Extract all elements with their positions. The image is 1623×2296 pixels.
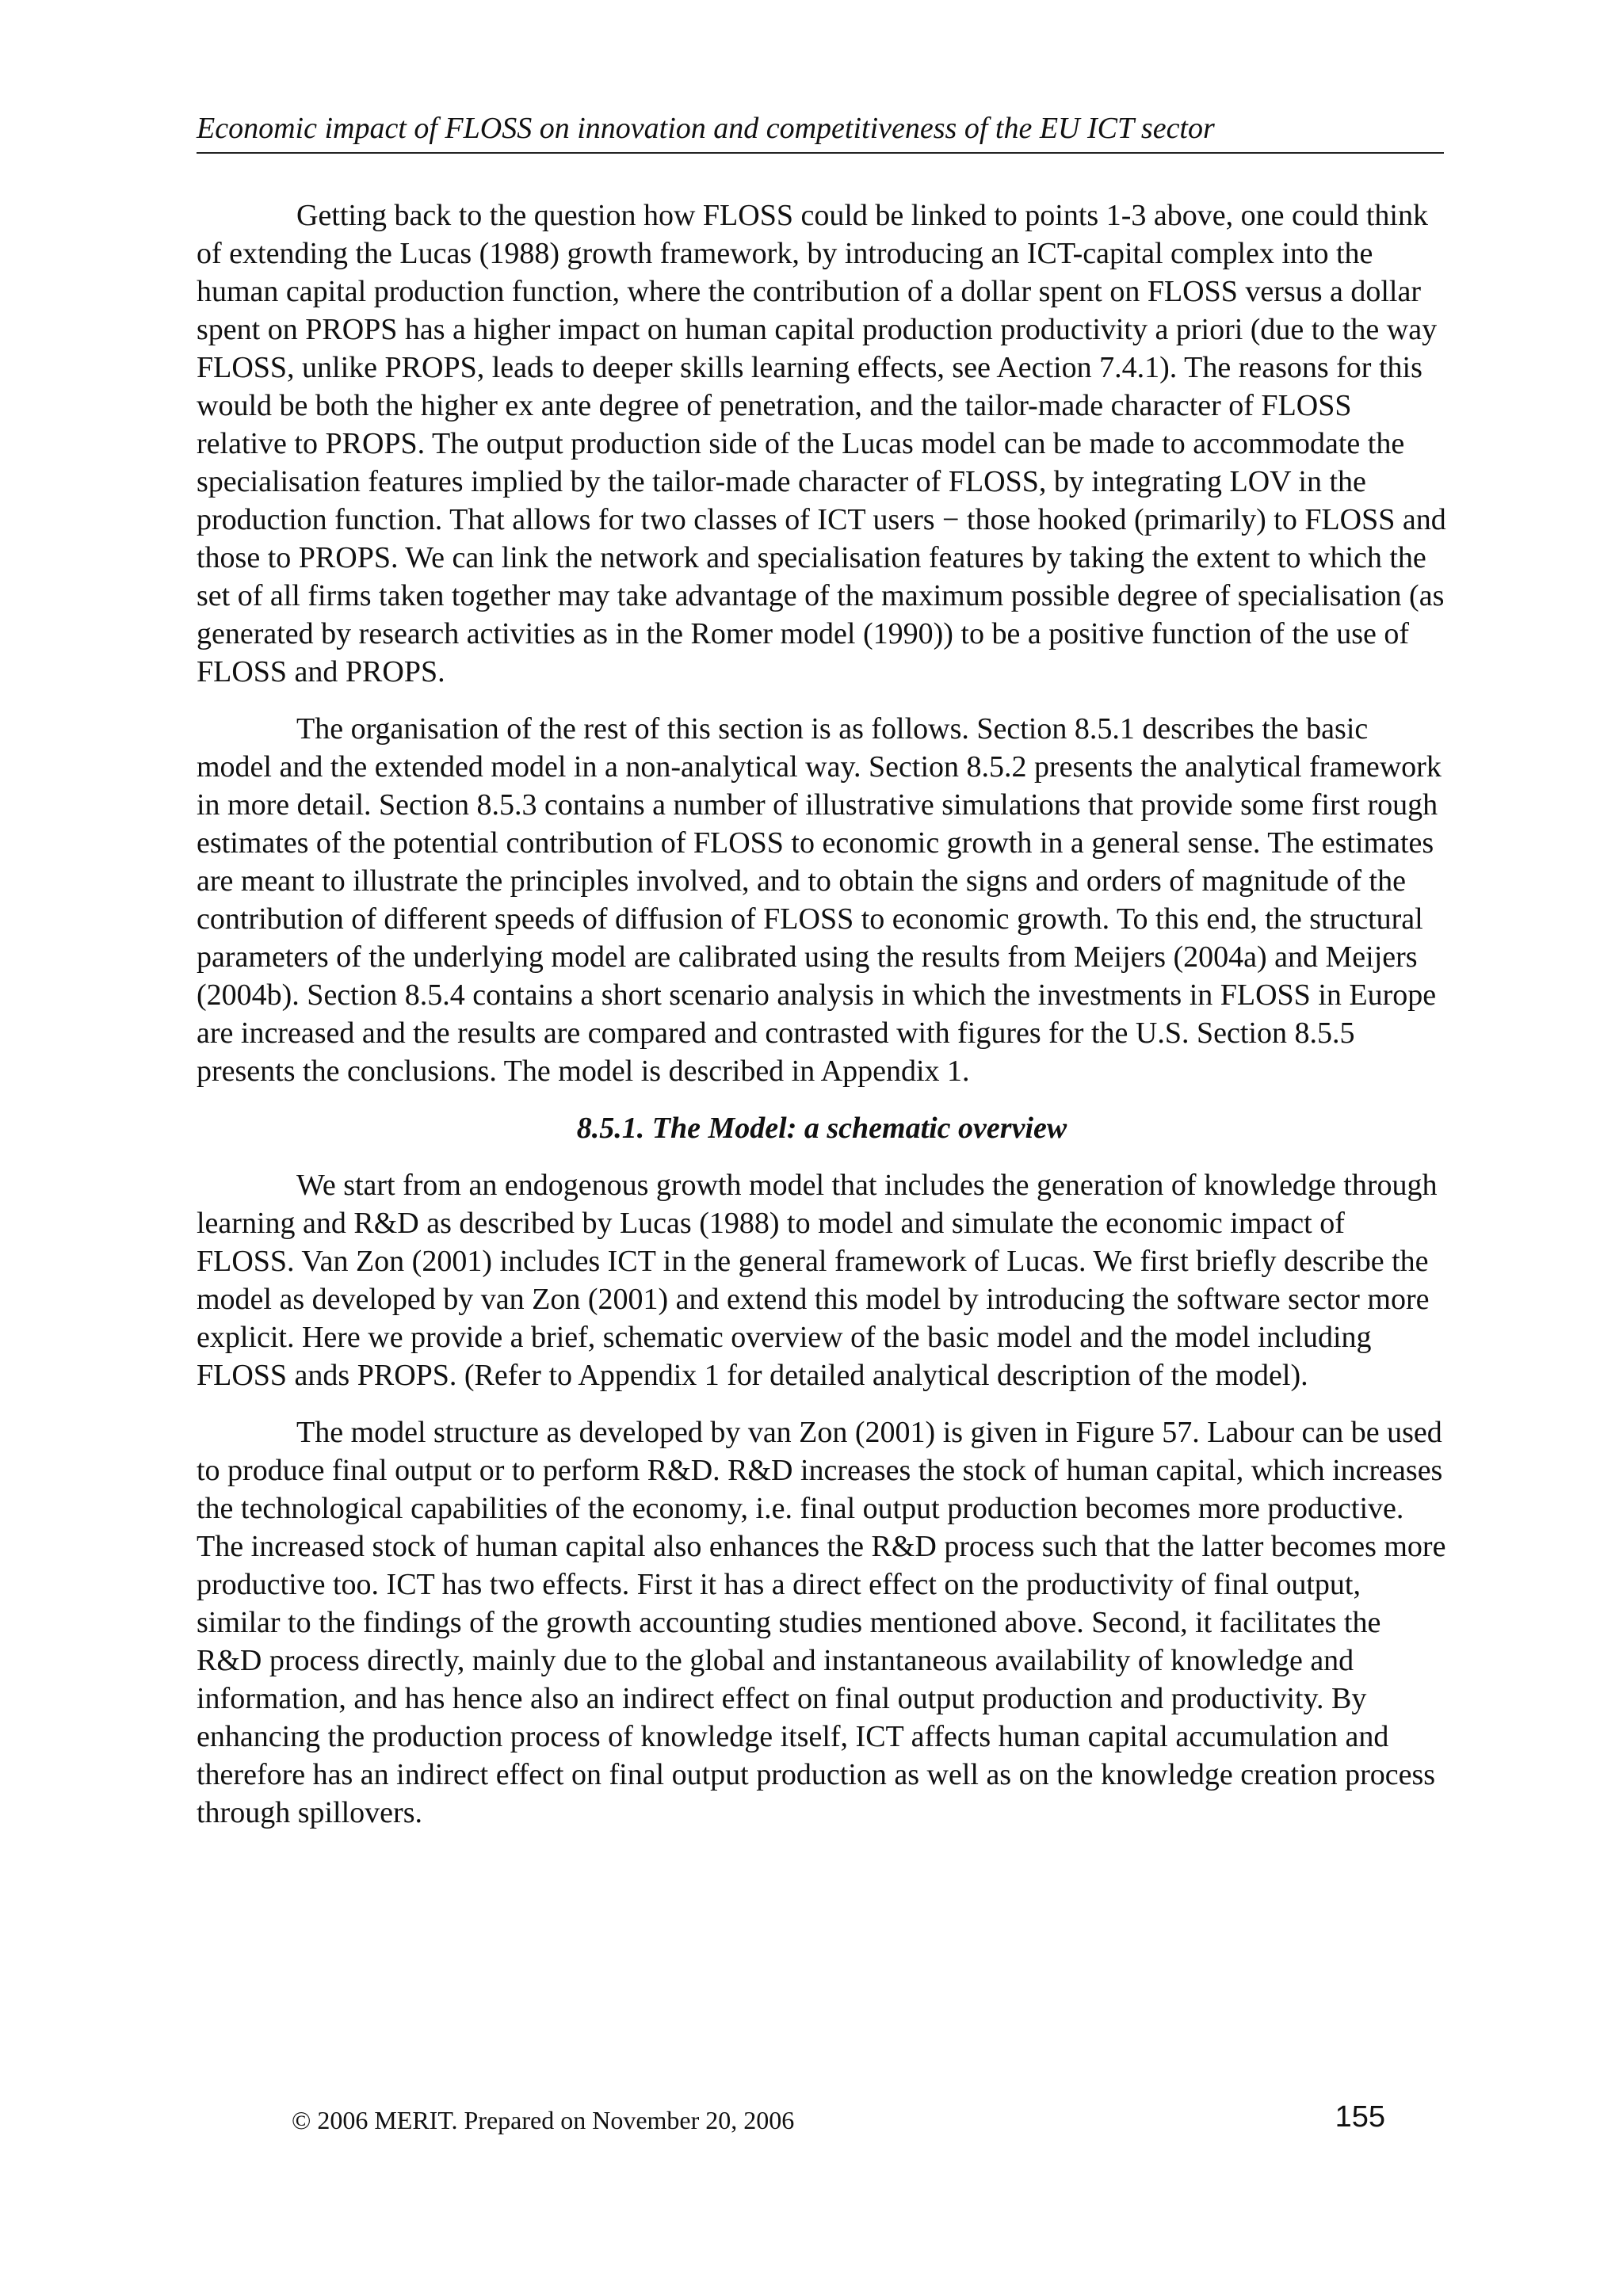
page-number: 155 xyxy=(1335,2100,1385,2134)
body-paragraph: The organisation of the rest of this section is as follows. Section 8.5.1 describes the basic model and the extended model in a non-analytical way. Section 8.5.2 presents the analytical framework in more detail. Section 8.5.3 contains a number of illustrative simulations that provide some first rough estimates of the potential contribution of FLOSS to economic growth in a general sense. The estimates are meant to illustrate the principles involved, and to obtain the signs and orders of magnitude of the contribution of different speeds of diffusion of FLOSS to economic growth. To this end, the structural parameters of the underlying model are calibrated using the results from Meijers (2004a) and Meijers (2004b). Section 8.5.4 contains a short scenario analysis in which the investments in FLOSS in Europe are increased and the results are compared and contrasted with figures for the U.S. Section 8.5.5 presents the conclusions. The model is described in Appendix 1. xyxy=(197,712,1442,1088)
footer-copyright: © 2006 MERIT. Prepared on November 20, 2006 xyxy=(292,2106,795,2134)
body-paragraph: We start from an endogenous growth model that includes the generation of knowledge through learning and R&D as described by Lucas (1988) to model and simulate the economic impact of FLOSS. Van Zon (2001) includes ICT in the general framework of Lucas. We first briefly describe the model as developed by van Zon (2001) and extend this model by introducing the software sector more explicit. Here we provide a brief, schematic overview of the basic model and the model including FLOSS ands PROPS. (Refer to Appendix 1 for detailed analytical description of the model). xyxy=(197,1169,1438,1392)
body-paragraph: Getting back to the question how FLOSS could be linked to points 1-3 above, one could think of extending the Lucas (1988) growth framework, by introducing an ICT-capital complex into the human capital production function, where the contribution of a dollar spent on FLOSS versus a dollar spent on PROPS has a higher impact on human capital production productivity a priori (due to the way FLOSS, unlike PROPS, leads to deeper skills learning effects, see Aection 7.4.1). The reasons for this would be both the higher ex ante degree of penetration, and the tailor-made character of FLOSS relative to PROPS. The output production side of the Lucas model can be made to accommodate the specialisation features implied by the tailor-made character of FLOSS, by integrating LOV in the production function. That allows for two classes of ICT users − those hooked (primarily) to FLOSS and those to PROPS. We can link the network and specialisation features by taking the extent to which the set of all firms taken together may take advantage of the maximum possible degree of specialisation (as generated by research activities as in the Romer model (1990)) to be a positive function of the use of FLOSS and PROPS. xyxy=(197,199,1446,688)
page-footer xyxy=(292,2096,1385,2141)
section-heading: 8.5.1. The Model: a schematic overview xyxy=(576,1112,1067,1145)
running-title: Economic impact of FLOSS on innovation and competitiveness of the EU ICT sector xyxy=(197,112,1215,145)
body-paragraph: The model structure as developed by van Zon (2001) is given in Figure 57. Labour can be used to produce final output or to perform R&D. R&D increases the stock of human capital, which increases the technological capabilities of the economy, i.e. final output production becomes more productive. The increased stock of human capital also enhances the R&D process such that the latter becomes more productive too. ICT has two effects. First it has a direct effect on the productivity of final output, similar to the findings of the growth accounting studies mentioned above. Second, it facilitates the R&D process directly, mainly due to the global and instantaneous availability of knowledge and information, and has hence also an indirect effect on final output production and productivity. By enhancing the production process of knowledge itself, ICT affects human capital accumulation and therefore has an indirect effect on final output production as well as on the knowledge creation process through spillovers. xyxy=(197,1416,1446,1829)
page-header xyxy=(197,108,1444,154)
document-body xyxy=(197,196,1447,1851)
